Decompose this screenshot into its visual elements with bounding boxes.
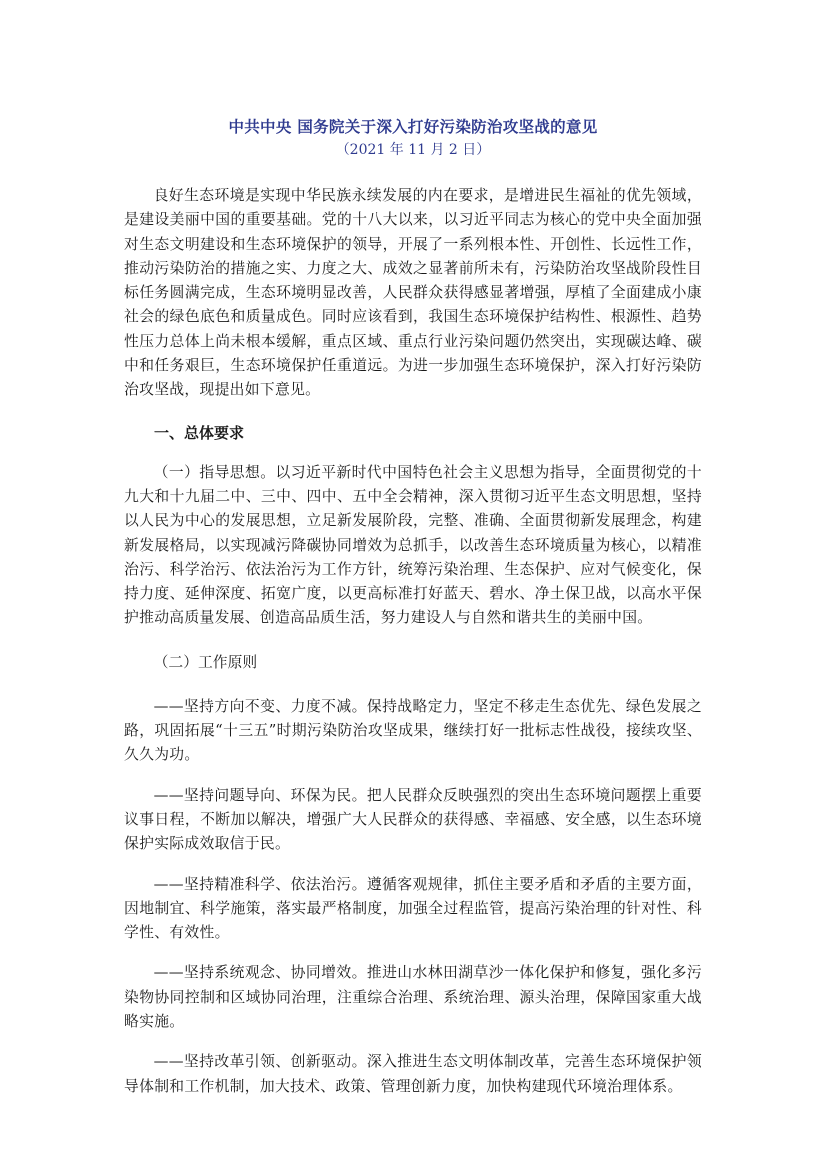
document-title: 中共中央 国务院关于深入打好污染防治攻坚战的意见 bbox=[228, 118, 598, 136]
principle-paragraph: ——坚持精准科学、依法治污。遵循客观规律，抓住主要矛盾和矛盾的主要方面，因地制宜、科学施策，落实最严格制度，加强全过程监管，提高污染治理的针对性、科学性、有效性。 bbox=[124, 875, 702, 942]
principle-paragraph: ——坚持改革引领、创新驱动。深入推进生态文明体制改革，完善生态环境保护领导体制和工作机制，加大技术、政策、管理创新力度，加快构建现代环境治理体系。 bbox=[124, 1053, 702, 1095]
principles-heading: （二）工作原则 bbox=[153, 653, 258, 671]
principle-paragraph: ——坚持问题导向、环保为民。把人民群众反映强烈的突出生态环境问题摆上重要议事日程，不断加以解决，增强广大人民群众的获得感、幸福感、安全感，以生态环境保护实际成效取信于民。 bbox=[124, 786, 702, 853]
document-date: （2021 年 11 月 2 日） bbox=[335, 142, 491, 158]
guiding-paragraph: （一）指导思想。以习近平新时代中国特色社会主义思想为指导，全面贯彻党的十九大和十九届二中、三中、四中、五中全会精神，深入贯彻习近平生态文明思想，坚持以人民为中心的发展思想，立足新发展阶段，完整、准确、全面贯彻新发展理念，构建新发展格局，以实现减污降碳协同增效为总抓手，以改善生态环境质量为核心，以精准治污、科学治污、依法治污为工作方针，统筹污染治理、生态保护、应对气候变化，保持力度、延伸深度、拓宽广度，以更高标准打好蓝天、碧水、净土保卫战，以高水平保护推动高质量发展、创造高品质生活，努力建设人与自然和谐共生的美丽中国。 bbox=[124, 463, 702, 627]
principle-paragraph: ——坚持系统观念、协同增效。推进山水林田湖草沙一体化保护和修复，强化多污染物协同控制和区域协同治理，注重综合治理、系统治理、源头治理，保障国家重大战略实施。 bbox=[124, 964, 702, 1031]
document-body bbox=[124, 116, 702, 1099]
intro-paragraph: 良好生态环境是实现中华民族永续发展的内在要求，是增进民生福祉的优先领域，是建设美丽中国的重要基础。党的十八大以来，以习近平同志为核心的党中央全面加强对生态文明建设和生态环境保护的领导，开展了一系列根本性、开创性、长远性工作，推动污染防治的措施之实、力度之大、成效之显著前所未有，污染防治攻坚战阶段性目标任务圆满完成，生态环境明显改善，人民群众获得感显著增强，厚植了全面建成小康社会的绿色底色和质量成色。同时应该看到，我国生态环境保护结构性、根源性、趋势性压力总体上尚未根本缓解，重点区域、重点行业污染问题仍然突出，实现碳达峰、碳中和任务艰巨，生态环境保护任重道远。为进一步加强生态环境保护，深入打好污染防治攻坚战，现提出如下意见。 bbox=[124, 187, 702, 399]
principle-paragraph: ——坚持方向不变、力度不减。保持战略定力，坚定不移走生态优先、绿色发展之路，巩固拓展“十三五”时期污染防治攻坚成果，继续打好一批标志性战役，接续攻坚、久久为功。 bbox=[124, 697, 702, 764]
section-heading: 一、总体要求 bbox=[154, 423, 245, 442]
